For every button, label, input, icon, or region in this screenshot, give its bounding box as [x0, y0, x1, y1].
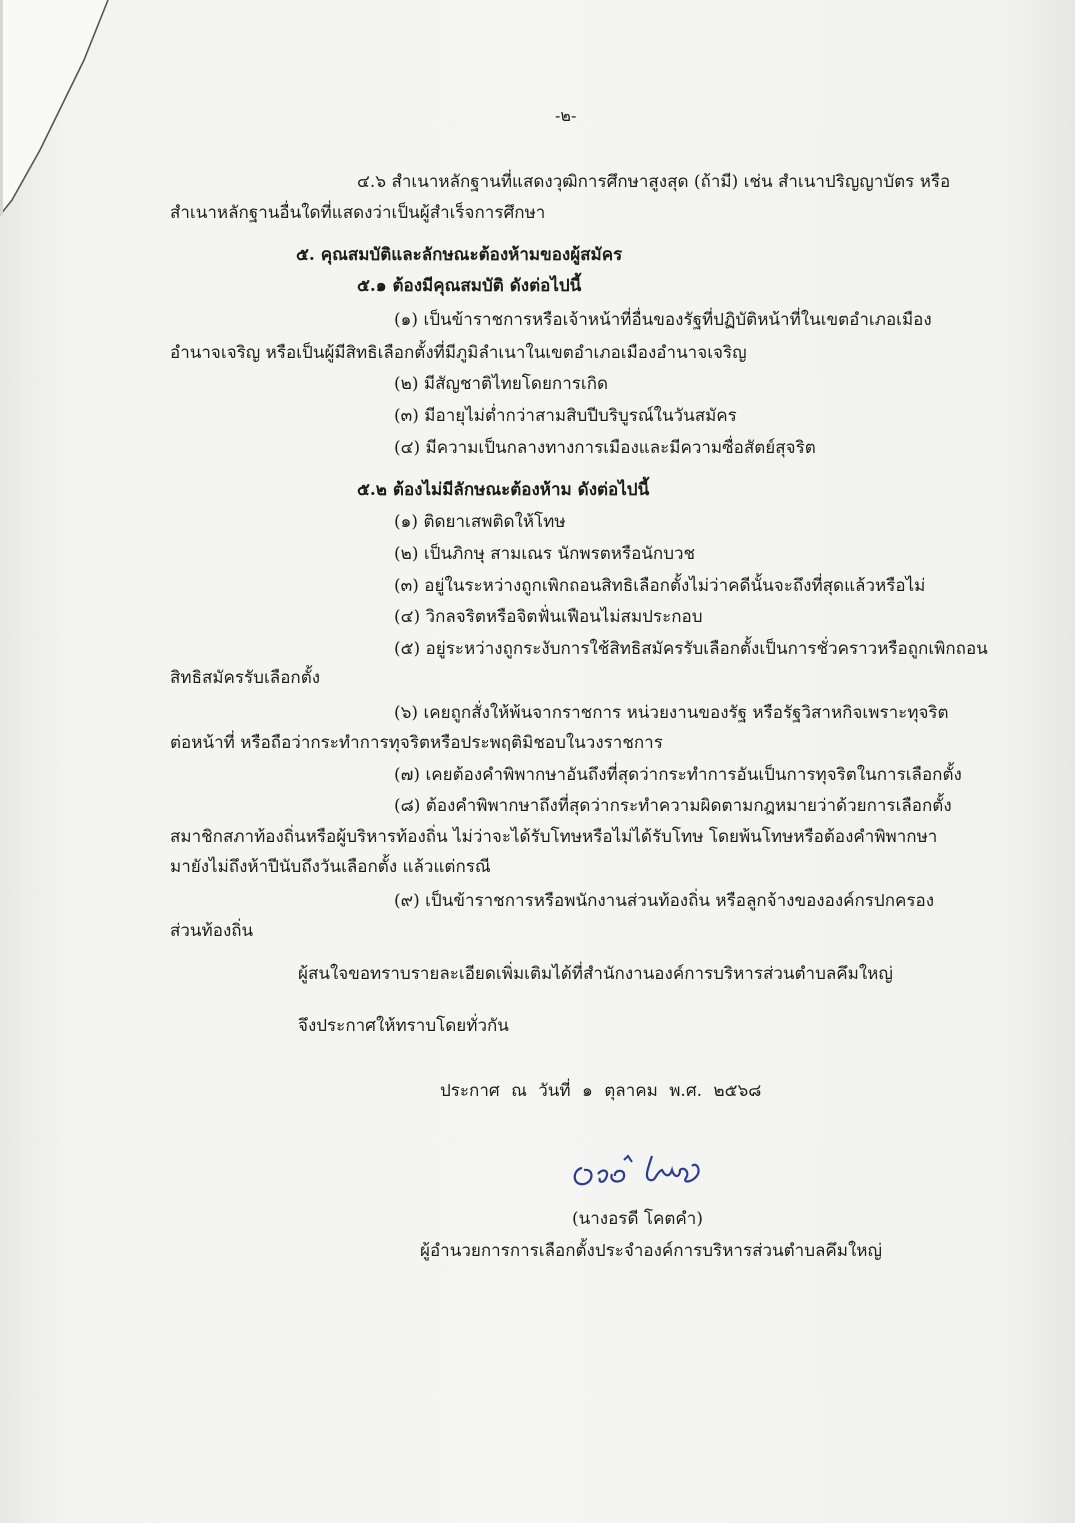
s52-item3: (๓) อยู่ในระหว่างถูกเพิกถอนสิทธิเลือกตั้งไม่ว่าคดีนั้นจะถึงที่สุดแล้วหรือไม่ — [394, 576, 926, 596]
s52-item5-line2: สิทธิสมัครรับเลือกตั้ง — [170, 668, 321, 688]
section5-heading: ๕. คุณสมบัติและลักษณะต้องห้ามของผู้สมัคร — [296, 245, 623, 265]
signer-title: ผู้อำนวยการการเลือกตั้งประจำองค์การบริหารส่วนตำบลคึมใหญ่ — [420, 1241, 882, 1261]
s52-item5-line1: (๕) อยู่ระหว่างถูกระงับการใช้สิทธิสมัครรับเลือกตั้งเป็นการชั่วคราวหรือถูกเพิกถอน — [394, 639, 988, 659]
section5-1-heading: ๕.๑ ต้องมีคุณสมบัติ ดังต่อไปนี้ — [357, 276, 582, 296]
s52-item8-line2: สมาชิกสภาท้องถิ่นหรือผู้บริหารท้องถิ่น ไม่ว่าจะได้รับโทษหรือไม่ได้รับโทษ โดยพ้นโทษหรือต้องคำพิพากษา — [170, 827, 938, 847]
s52-item8-line1: (๘) ต้องคำพิพากษาถึงที่สุดว่ากระทำความผิดตามกฎหมายว่าด้วยการเลือกตั้ง — [394, 796, 952, 816]
s51-item1-line1: (๑) เป็นข้าราชการหรือเจ้าหน้าที่อื่นของรัฐที่ปฏิบัติหน้าที่ในเขตอำเภอเมือง — [394, 310, 932, 330]
announce-date: ประกาศ ณ วันที่ ๑ ตุลาคม พ.ศ. ๒๕๖๘ — [440, 1081, 762, 1101]
section5-2-heading: ๕.๒ ต้องไม่มีลักษณะต้องห้าม ดังต่อไปนี้ — [357, 480, 650, 500]
s51-item4: (๔) มีความเป็นกลางทางการเมืองและมีความซื่อสัตย์สุจริต — [394, 438, 816, 458]
signer-name: (นางอรดี โคตคำ) — [572, 1209, 703, 1229]
s52-item7: (๗) เคยต้องคำพิพากษาอันถึงที่สุดว่ากระทำการอันเป็นการทุจริตในการเลือกตั้ง — [394, 765, 962, 785]
s51-item1-line2: อำนาจเจริญ หรือเป็นผู้มีสิทธิเลือกตั้งที่มีภูมิลำเนาในเขตอำเภอเมืองอำนาจเจริญ — [170, 343, 747, 363]
s52-item9-line1: (๙) เป็นข้าราชการหรือพนักงานส่วนท้องถิ่น หรือลูกจ้างขององค์กรปกครอง — [394, 891, 935, 911]
page-number: -๒- — [555, 106, 577, 125]
s52-item8-line3: มายังไม่ถึงห้าปีนับถึงวันเลือกตั้ง แล้วแต่กรณี — [170, 857, 491, 877]
item-4-6-line1: ๔.๖ สำเนาหลักฐานที่แสดงวุฒิการศึกษาสูงสุด (ถ้ามี) เช่น สำเนาปริญญาบัตร หรือ — [357, 172, 951, 192]
paper-fold-edge — [0, 0, 130, 230]
s51-item2: (๒) มีสัญชาติไทยโดยการเกิด — [394, 374, 609, 394]
announce-all: จึงประกาศให้ทราบโดยทั่วกัน — [298, 1016, 509, 1036]
s52-item6-line1: (๖) เคยถูกสั่งให้พ้นจากราชการ หน่วยงานของรัฐ หรือรัฐวิสาหกิจเพราะทุจริต — [394, 703, 949, 723]
s52-item2: (๒) เป็นภิกษุ สามเณร นักพรตหรือนักบวช — [394, 544, 696, 564]
handwritten-signature — [568, 1148, 728, 1198]
s52-item1: (๑) ติดยาเสพติดให้โทษ — [394, 512, 566, 532]
s52-item4: (๔) วิกลจริตหรือจิตฟั่นเฟือนไม่สมประกอบ — [394, 607, 703, 627]
s51-item3: (๓) มีอายุไม่ต่ำกว่าสามสิบปีบริบูรณ์ในวันสมัคร — [394, 406, 737, 426]
s52-item6-line2: ต่อหน้าที่ หรือถือว่ากระทำการทุจริตหรือประพฤติมิชอบในวงราชการ — [170, 733, 663, 753]
contact-note: ผู้สนใจขอทราบรายละเอียดเพิ่มเติมได้ที่สำนักงานองค์การบริหารส่วนตำบลคึมใหญ่ — [298, 964, 893, 984]
item-4-6-line2: สำเนาหลักฐานอื่นใดที่แสดงว่าเป็นผู้สำเร็จการศึกษา — [170, 203, 546, 223]
s52-item9-line2: ส่วนท้องถิ่น — [170, 921, 254, 941]
